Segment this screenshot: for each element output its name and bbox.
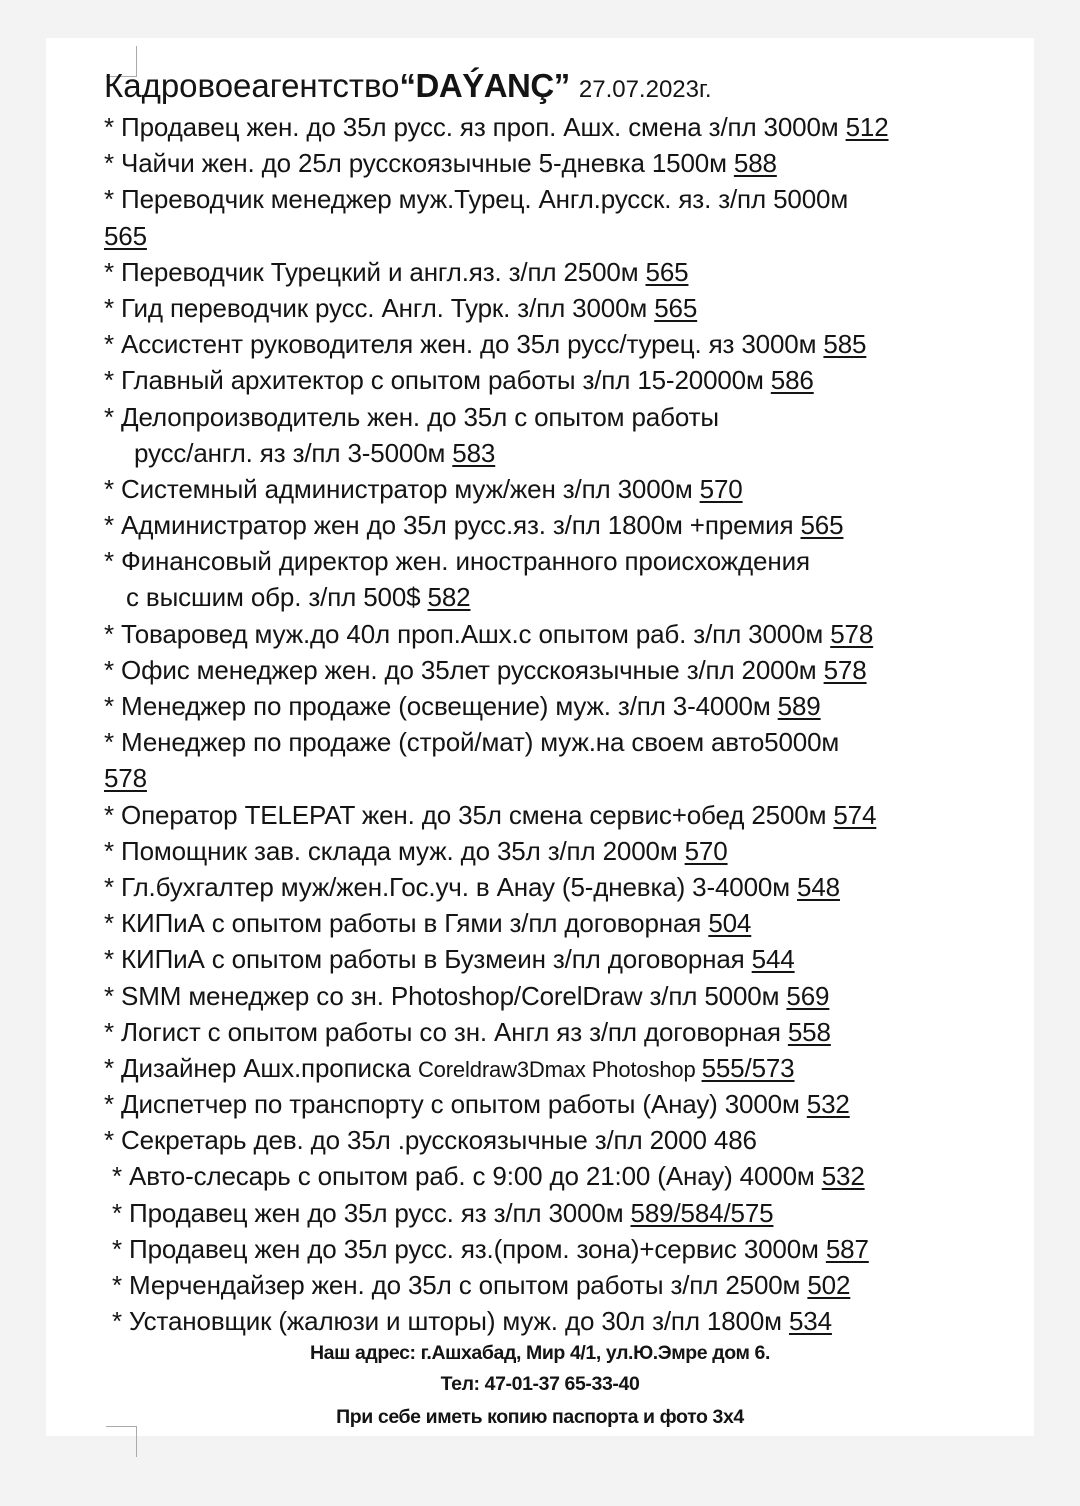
vacancy-text: * Ассистент руководителя жен. до 35л русс/турец. яз 3000м <box>104 329 824 360</box>
vacancy-text: * КИПиА с опытом работы в Гями з/пл договорная <box>104 908 709 939</box>
vacancy-text: * Гл.бухгалтер муж/жен.Гос.уч. в Анау (5-дневка) 3-4000м <box>104 871 798 902</box>
vacancy-line <box>104 326 1029 362</box>
vacancy-text: * Финансовый директор жен. иностранного происхождения <box>104 546 810 577</box>
vacancy-text: * SMM менеджер со зн. Photoshop/CorelDraw з/пл 5000м <box>104 980 787 1011</box>
vacancy-code: 586 <box>770 365 814 396</box>
vacancy-line <box>104 760 1029 796</box>
vacancy-line <box>104 833 1029 869</box>
vacancy-line <box>104 905 1029 941</box>
vacancy-line <box>104 1195 1029 1231</box>
vacancy-code: 570 <box>684 835 728 866</box>
vacancy-line <box>104 616 1029 652</box>
vacancy-line <box>104 254 1029 290</box>
vacancy-code: 588 <box>733 148 777 179</box>
vacancy-line <box>104 1231 1029 1267</box>
vacancy-code: 583 <box>452 437 496 468</box>
vacancy-text: * Системный администратор муж/жен з/пл 3000м <box>104 473 700 504</box>
vacancy-software: Coreldraw3Dmax Photoshop <box>417 1056 702 1082</box>
vacancy-line <box>104 1267 1029 1303</box>
vacancy-text: * Продавец жен. до 35л русс. яз проп. Ашх. смена з/пл 3000м <box>104 112 846 142</box>
footer-note: При себе иметь копию паспорта и фото 3х4 <box>336 1406 744 1428</box>
vacancy-code: 565 <box>645 256 689 287</box>
vacancy-code: 502 <box>807 1270 851 1300</box>
vacancy-line <box>104 109 1029 145</box>
vacancy-text: * Товаровед муж.до 40л проп.Ашх.с опытом раб. з/пл 3000м <box>104 618 831 649</box>
vacancy-line <box>104 543 1029 579</box>
vacancy-text: * КИПиА с опытом работы в Бузмеин з/пл договорная <box>104 944 752 975</box>
document-page <box>46 38 1034 1436</box>
brand-name: “DAÝANÇ” <box>399 67 570 104</box>
vacancy-code: 585 <box>823 329 867 360</box>
vacancy-text: * Переводчик менеджер муж.Турец. Англ.русск. яз. з/пл 5000м <box>104 184 849 215</box>
vacancy-code: 570 <box>699 473 743 504</box>
vacancy-line <box>104 218 1029 254</box>
vacancy-code: 512 <box>845 112 889 142</box>
vacancy-code: 486 <box>713 1125 757 1156</box>
vacancy-line <box>104 724 1029 760</box>
vacancy-line <box>104 181 1029 217</box>
vacancy-line <box>104 797 1029 833</box>
vacancy-code: 532 <box>821 1161 865 1192</box>
vacancy-text: * Офис менеджер жен. до 35лет русскоязычные з/пл 2000м <box>104 654 824 685</box>
vacancy-code: 534 <box>788 1306 832 1337</box>
vacancy-text: * Продавец жен до 35л русс. яз з/пл 3000м <box>112 1197 631 1228</box>
vacancy-code: 587 <box>825 1233 869 1264</box>
vacancy-code: 558 <box>787 1016 831 1047</box>
vacancy-text: * Менеджер по продаже (строй/мат) муж.на своем авто5000м <box>104 727 840 758</box>
vacancy-code: 578 <box>823 654 867 685</box>
vacancy-text: * Главный архитектор с опытом работы з/пл 15-20000м <box>104 365 771 396</box>
vacancy-text: * Менеджер по продаже (освещение) муж. з/пл 3-4000м <box>104 691 778 721</box>
vacancy-text: * Мерчендайзер жен. до 35л с опытом работы з/пл 2500м <box>112 1270 808 1300</box>
vacancy-text: * Помощник зав. склада муж. до 35л з/пл 2000м <box>104 835 685 866</box>
footer-phone: Тел: 47-01-37 65-33-40 <box>440 1373 640 1395</box>
vacancy-code: 565 <box>800 510 844 541</box>
vacancy-line <box>104 1122 1029 1158</box>
document-date: 27.07.2023г. <box>578 76 712 103</box>
vacancy-text: * Установщик (жалюзи и шторы) муж. до 30л з/пл 1800м <box>112 1306 789 1337</box>
vacancy-line <box>104 1086 1029 1122</box>
vacancy-text: * Логист с опытом работы со зн. Англ яз з/пл договорная <box>104 1016 788 1047</box>
vacancy-line <box>104 1303 1029 1339</box>
vacancy-text: * Дизайнер Ашх.прописка <box>104 1052 418 1083</box>
vacancy-code: 582 <box>427 582 471 613</box>
vacancy-text: русс/англ. яз з/пл 3-5000м <box>134 437 453 468</box>
vacancy-text: * Авто-слесарь с опытом раб. с 9:00 до 21:00 (Анау) 4000м <box>112 1161 822 1192</box>
vacancy-line <box>104 399 1029 435</box>
document-content <box>104 66 1029 1339</box>
vacancy-line <box>104 688 1029 724</box>
vacancy-text: * Администратор жен до 35л русс.яз. з/пл 1800м +премия <box>104 510 801 541</box>
vacancy-line <box>104 941 1029 977</box>
vacancy-line <box>104 579 1029 615</box>
vacancy-code: 569 <box>786 980 830 1011</box>
title-prefix: Кадровоеагентство <box>104 67 400 104</box>
vacancy-line <box>104 1158 1029 1194</box>
vacancy-text: * Переводчик Турецкий и англ.яз. з/пл 2500м <box>104 256 646 287</box>
vacancy-line <box>104 507 1029 543</box>
vacancy-text: * Чайчи жен. до 25л русскоязычные 5-дневка 1500м <box>104 148 734 179</box>
vacancy-text: * Диспетчер по транспорту с опытом работы (Анау) 3000м <box>104 1089 807 1120</box>
vacancy-line <box>104 869 1029 905</box>
vacancy-code: 589 <box>777 691 821 721</box>
vacancy-line <box>104 145 1029 181</box>
vacancy-text: * Секретарь дев. до 35л .русскоязычные з/пл 2000 <box>104 1125 714 1156</box>
vacancy-code: 548 <box>797 871 840 902</box>
vacancy-text: * Оператор TELEPAT жен. до 35л смена сервис+обед 2500м <box>104 799 834 830</box>
vacancy-text: с высшим обр. з/пл 500$ <box>126 582 428 613</box>
vacancy-list <box>104 109 1029 1339</box>
vacancy-line <box>104 1050 1029 1086</box>
vacancy-line <box>104 290 1029 326</box>
vacancy-line <box>104 652 1029 688</box>
vacancy-code: 589/584/575 <box>630 1197 774 1228</box>
vacancy-line <box>104 978 1029 1014</box>
vacancy-line <box>104 435 1029 471</box>
vacancy-code: 565 <box>104 220 147 251</box>
vacancy-line <box>104 471 1029 507</box>
vacancy-text: * Гид переводчик русс. Англ. Турк. з/пл 3000м <box>104 292 655 323</box>
page-title <box>104 66 1029 106</box>
vacancy-code: 578 <box>104 763 147 794</box>
vacancy-code: 555/573 <box>701 1052 795 1083</box>
vacancy-code: 565 <box>654 292 698 323</box>
vacancy-code: 532 <box>806 1089 850 1120</box>
vacancy-code: 544 <box>751 944 795 975</box>
vacancy-text: * Делопроизводитель жен. до 35л с опытом работы <box>104 401 719 432</box>
vacancy-line <box>104 362 1029 398</box>
vacancy-code: 574 <box>833 799 877 830</box>
vacancy-code: 578 <box>830 618 874 649</box>
vacancy-line <box>104 1014 1029 1050</box>
footer-address: Наш адрес: г.Ашхабад, Мир 4/1, ул.Ю.Эмре дом 6. <box>309 1342 771 1364</box>
vacancy-code: 504 <box>708 908 752 939</box>
vacancy-text: * Продавец жен до 35л русс. яз.(пром. зона)+сервис 3000м <box>112 1233 826 1264</box>
